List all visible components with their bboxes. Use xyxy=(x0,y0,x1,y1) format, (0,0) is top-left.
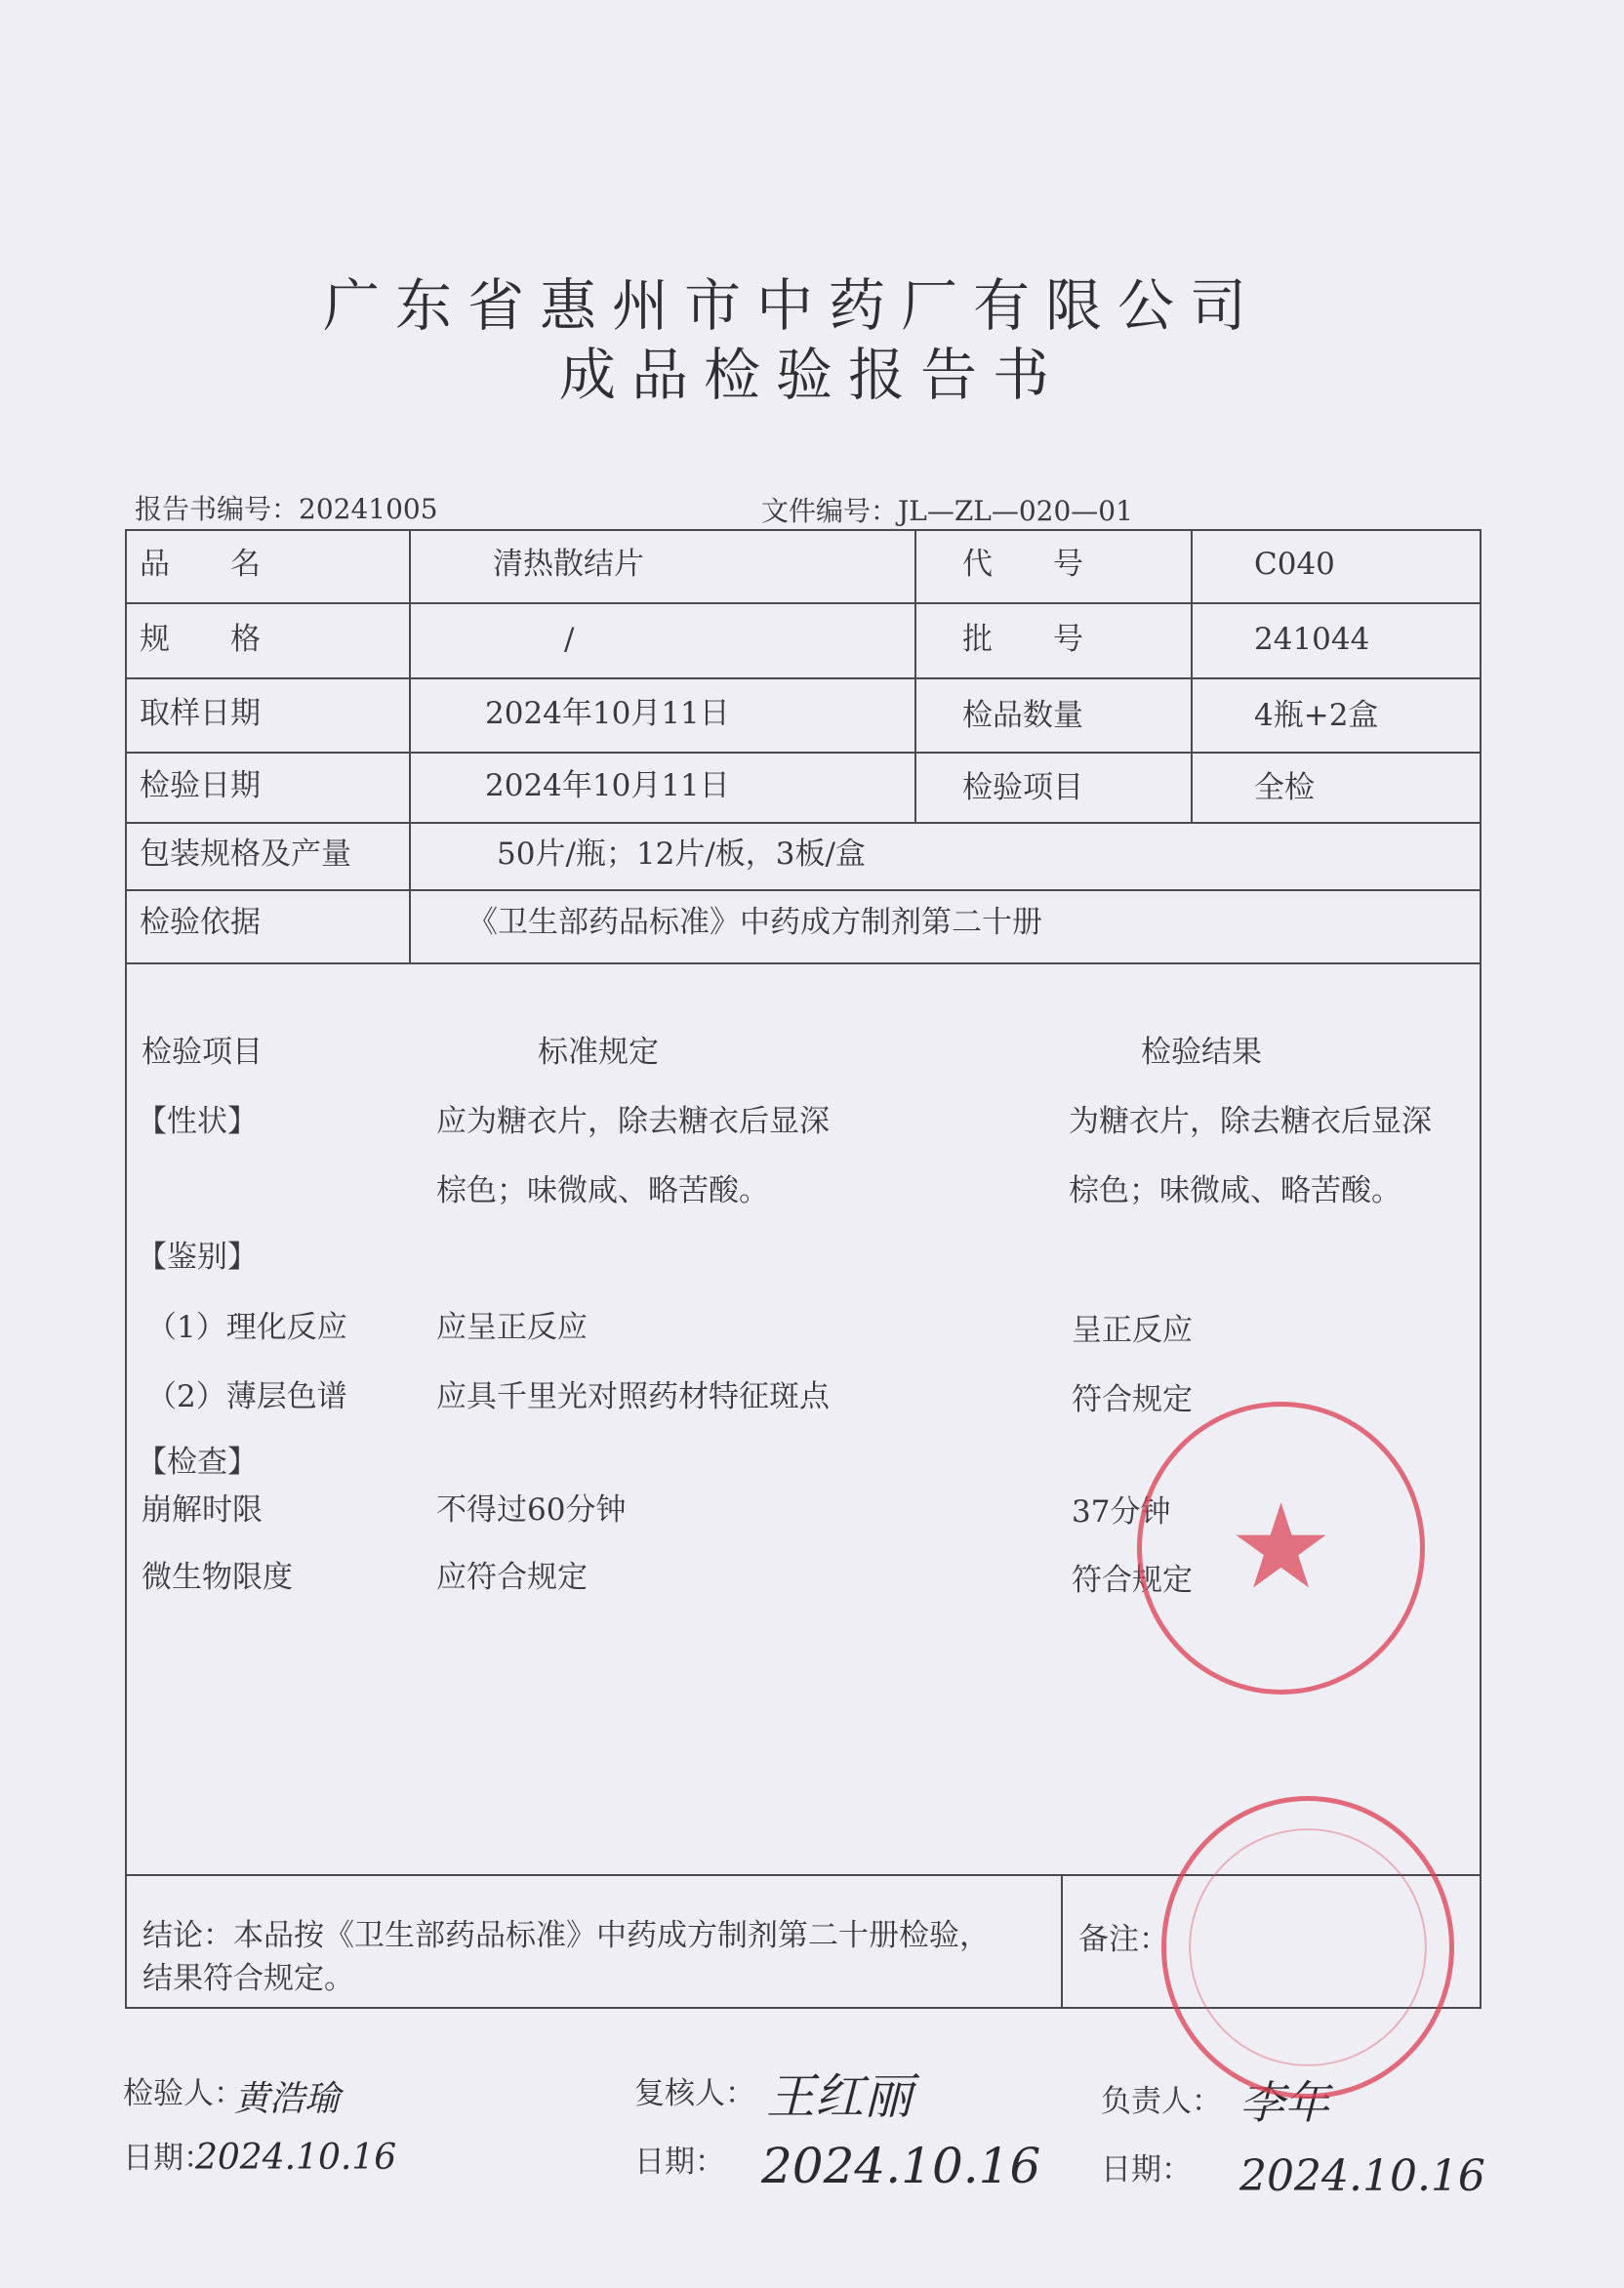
packaging-label: 包装规格及产量 xyxy=(140,837,351,872)
manager-label: 负责人： xyxy=(1101,2084,1222,2119)
result-standard: 应呈正反应 xyxy=(436,1310,588,1345)
file-number: 文件编号：JL—ZL—020—01 xyxy=(761,495,1133,527)
result-item: 微生物限度 xyxy=(142,1560,293,1595)
test-items: 全检 xyxy=(1254,770,1315,805)
product-name: 清热散结片 xyxy=(493,547,644,582)
report-title: 成品检验报告书 xyxy=(558,342,1066,408)
reviewer-date: 2024.10.16 xyxy=(761,2138,1041,2194)
manager-date-label: 日期： xyxy=(1101,2152,1192,2187)
inspection-stamp xyxy=(1161,1796,1454,2099)
result-value: 为糖衣片，除去糖衣后显深 xyxy=(1069,1104,1432,1139)
result-standard: 不得过60分钟 xyxy=(436,1492,627,1528)
stamp-ring-icon xyxy=(1166,1801,1449,2094)
inspector-label: 检验人： xyxy=(123,2076,244,2111)
reviewer-signature: 王红丽 xyxy=(766,2068,913,2125)
sampling-date-label: 取样日期 xyxy=(140,696,261,731)
code-label: 代 号 xyxy=(962,547,1083,582)
code-value: C040 xyxy=(1254,547,1335,582)
inspector-date: 2024.10.16 xyxy=(195,2138,397,2178)
result-item: （2）薄层色谱 xyxy=(146,1379,347,1414)
spec-value: / xyxy=(564,622,575,657)
result-value: 呈正反应 xyxy=(1072,1313,1193,1348)
result-standard: 应符合规定 xyxy=(436,1560,588,1595)
inspector-signature: 黄浩瑜 xyxy=(234,2079,341,2119)
basis-label: 检验依据 xyxy=(140,905,261,940)
col-result-header: 检验结果 xyxy=(1141,1035,1262,1070)
manager-signature: 李年 xyxy=(1239,2076,1329,2129)
sampling-date: 2024年10月11日 xyxy=(485,696,730,731)
company-title: 广东省惠州市中药厂有限公司 xyxy=(322,272,1263,339)
result-item: 崩解时限 xyxy=(142,1492,263,1528)
conclusion-line1: 结论：本品按《卫生部药品标准》中药成方制剂第二十册检验， xyxy=(142,1918,990,1953)
manager-date: 2024.10.16 xyxy=(1239,2151,1485,2201)
reviewer-label: 复核人： xyxy=(634,2076,755,2111)
result-value: 符合规定 xyxy=(1072,1382,1193,1417)
spec-label: 规 格 xyxy=(140,622,261,657)
remark-label: 备注： xyxy=(1078,1922,1169,1957)
result-standard: 应具千里光对照药材特征斑点 xyxy=(436,1379,830,1414)
sample-qty-label: 检品数量 xyxy=(962,698,1083,733)
quality-stamp xyxy=(1137,1402,1425,1695)
col-item-header: 检验项目 xyxy=(142,1035,263,1070)
result-value: 符合规定 xyxy=(1072,1563,1193,1598)
result-standard: 棕色；味微咸、略苦酸。 xyxy=(436,1173,769,1208)
inspector-date-label: 日期： xyxy=(123,2141,214,2176)
test-items-label: 检验项目 xyxy=(962,770,1083,805)
sample-qty: 4瓶+2盒 xyxy=(1254,698,1379,733)
test-date: 2024年10月11日 xyxy=(485,768,730,803)
col-standard-header: 标准规定 xyxy=(538,1035,659,1070)
result-standard: 应为糖衣片，除去糖衣后显深 xyxy=(436,1104,830,1139)
result-item: （1）理化反应 xyxy=(146,1310,347,1345)
result-value: 37分钟 xyxy=(1072,1494,1171,1530)
result-item: 【检查】 xyxy=(137,1445,258,1480)
packaging: 50片/瓶；12片/板，3板/盒 xyxy=(497,837,866,872)
batch-label: 批 号 xyxy=(962,622,1083,657)
conclusion-line2: 结果符合规定。 xyxy=(142,1961,354,1996)
star-icon: ★ xyxy=(1228,1480,1334,1615)
result-item: 【鉴别】 xyxy=(137,1240,258,1275)
report-number: 报告书编号：20241005 xyxy=(135,493,438,525)
reviewer-date-label: 日期： xyxy=(634,2145,725,2180)
product-name-label: 品 名 xyxy=(140,547,261,582)
test-date-label: 检验日期 xyxy=(140,768,261,803)
basis: 《卫生部药品标准》中药成方制剂第二十册 xyxy=(467,905,1042,940)
batch-value: 241044 xyxy=(1254,622,1370,657)
result-value: 棕色；味微咸、略苦酸。 xyxy=(1069,1173,1401,1208)
result-item: 【性状】 xyxy=(137,1104,258,1139)
